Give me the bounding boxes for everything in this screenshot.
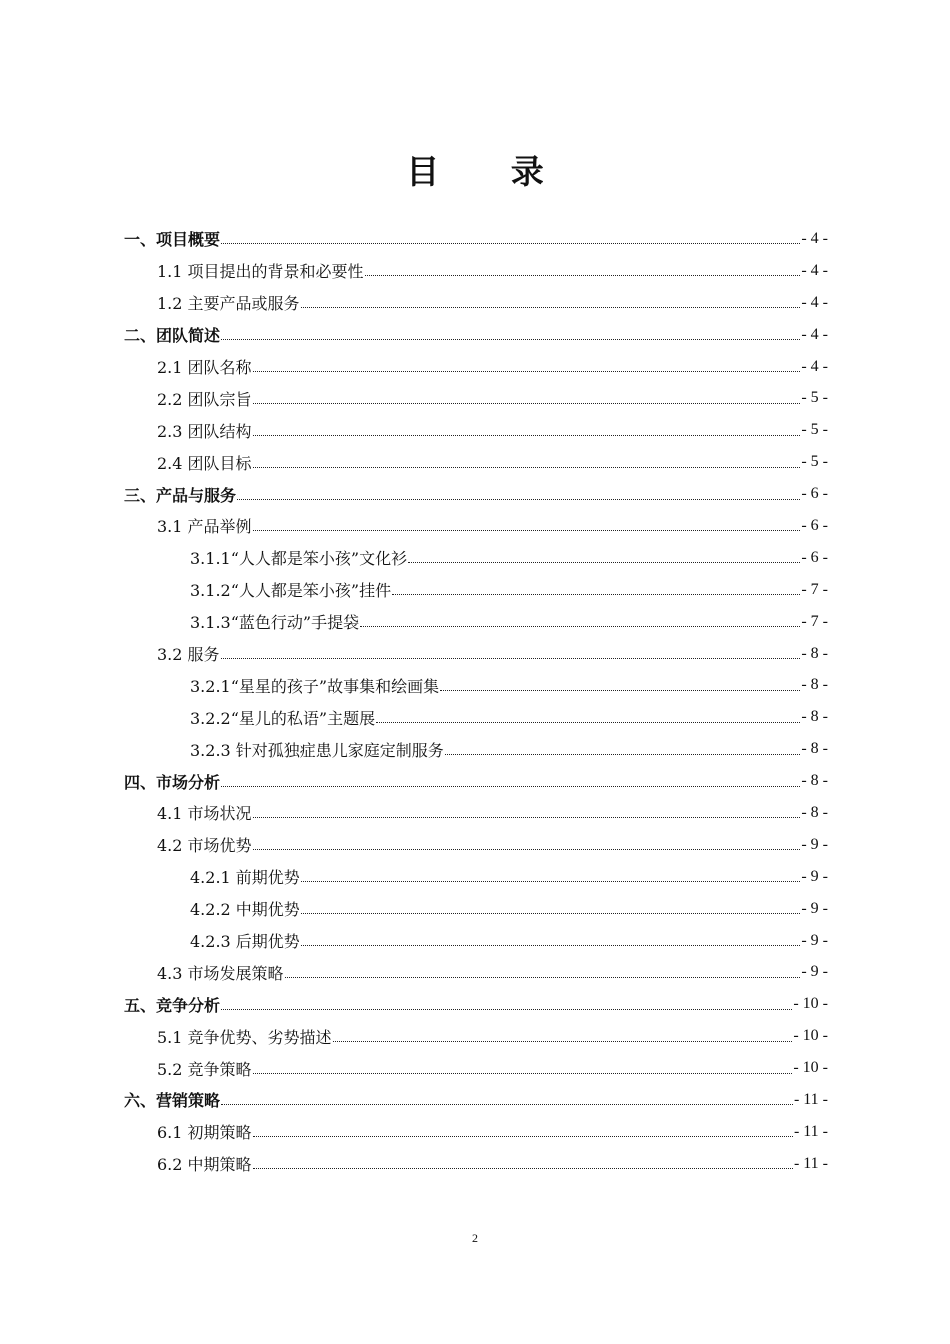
toc-dot-leader xyxy=(253,435,801,436)
toc-entry-page: - 9 - xyxy=(801,963,828,981)
toc-dot-leader xyxy=(376,722,800,723)
toc-entry[interactable] xyxy=(124,925,828,957)
toc-entry-page: - 9 - xyxy=(801,867,828,885)
toc-entry-label: 4.1 市场状况 xyxy=(157,804,252,824)
toc-entry-label: 1.1 项目提出的背景和必要性 xyxy=(157,262,364,282)
toc-entry-label: 3.2.2“星儿的私语”主题展 xyxy=(190,708,376,728)
toc-entry[interactable] xyxy=(124,669,828,701)
toc-entry[interactable] xyxy=(124,574,828,606)
toc-dot-leader xyxy=(301,945,801,946)
toc-dot-leader xyxy=(253,371,801,372)
toc-entry-label: 4.2 市场优势 xyxy=(157,836,252,856)
toc-entry[interactable] xyxy=(124,893,828,925)
toc-entry-label: 5.2 竞争策略 xyxy=(157,1059,252,1079)
toc-entry-page: - 4 - xyxy=(801,261,828,279)
toc-entry-label: 3.1.3“蓝色行动”手提袋 xyxy=(190,613,360,633)
toc-dot-leader xyxy=(237,499,800,500)
toc-entry[interactable] xyxy=(124,606,828,638)
toc-entry-page: - 4 - xyxy=(801,293,828,311)
toc-entry-page: - 10 - xyxy=(793,1027,828,1045)
toc-entry-label: 3.1.1“人人都是笨小孩”文化衫 xyxy=(190,549,408,569)
toc-dot-leader xyxy=(221,786,800,787)
toc-entry[interactable] xyxy=(124,446,828,478)
toc-entry-page: - 6 - xyxy=(801,485,828,503)
toc-dot-leader xyxy=(253,530,801,531)
toc-dot-leader xyxy=(221,1104,793,1105)
toc-entry-page: - 6 - xyxy=(801,548,828,566)
toc-entry[interactable] xyxy=(124,733,828,765)
toc-entry-page: - 5 - xyxy=(801,453,828,471)
toc-dot-leader xyxy=(221,658,801,659)
toc-dot-leader xyxy=(253,467,801,468)
toc-entry-page: - 4 - xyxy=(801,325,828,343)
toc-dot-leader xyxy=(392,594,800,595)
toc-entry-page: - 6 - xyxy=(801,516,828,534)
toc-entry-page: - 9 - xyxy=(801,835,828,853)
toc-entry-label: 3.2 服务 xyxy=(157,645,220,665)
toc-entry-page: - 8 - xyxy=(801,644,828,662)
toc-entry-page: - 8 - xyxy=(801,740,828,758)
toc-entry-label: 五、竞争分析 xyxy=(124,995,221,1015)
toc-entry-label: 4.2.3 后期优势 xyxy=(190,932,300,952)
toc-entry-page: - 11 - xyxy=(793,1090,828,1108)
toc-entry[interactable] xyxy=(124,1020,828,1052)
toc-dot-leader xyxy=(253,1073,793,1074)
toc-entry[interactable] xyxy=(124,956,828,988)
toc-entry[interactable] xyxy=(124,638,828,670)
toc-entry[interactable] xyxy=(124,351,828,383)
table-of-contents xyxy=(124,223,828,1180)
toc-entry[interactable] xyxy=(124,765,828,797)
toc-entry-page: - 11 - xyxy=(793,1154,828,1172)
toc-entry-page: - 7 - xyxy=(801,612,828,630)
toc-entry-label: 3.2.3 针对孤独症患儿家庭定制服务 xyxy=(190,740,444,760)
toc-dot-leader xyxy=(333,1041,793,1042)
toc-entry[interactable] xyxy=(124,287,828,319)
toc-dot-leader xyxy=(445,754,801,755)
toc-entry[interactable] xyxy=(124,478,828,510)
toc-entry[interactable] xyxy=(124,829,828,861)
toc-dot-leader xyxy=(221,243,800,244)
toc-entry-page: - 9 - xyxy=(801,899,828,917)
toc-entry-page: - 9 - xyxy=(801,931,828,949)
toc-entry-page: - 10 - xyxy=(793,995,828,1013)
toc-entry-page: - 8 - xyxy=(801,708,828,726)
toc-dot-leader xyxy=(365,275,801,276)
toc-entry-label: 3.2.1“星星的孩子”故事集和绘画集 xyxy=(190,676,440,696)
toc-dot-leader xyxy=(360,626,800,627)
toc-dot-leader xyxy=(221,339,800,340)
toc-entry-page: - 8 - xyxy=(801,803,828,821)
page-title: 目 录 xyxy=(406,152,574,191)
toc-dot-leader xyxy=(253,1136,793,1137)
toc-dot-leader xyxy=(301,913,801,914)
toc-entry-label: 一、项目概要 xyxy=(124,230,221,250)
toc-entry[interactable] xyxy=(124,510,828,542)
toc-entry-page: - 5 - xyxy=(801,421,828,439)
toc-dot-leader xyxy=(253,817,801,818)
toc-entry-label: 2.3 团队结构 xyxy=(157,421,252,441)
toc-entry[interactable] xyxy=(124,255,828,287)
toc-entry[interactable] xyxy=(124,797,828,829)
toc-entry[interactable] xyxy=(124,319,828,351)
toc-entry-label: 四、市场分析 xyxy=(124,772,221,792)
toc-entry[interactable] xyxy=(124,701,828,733)
page-number: 2 xyxy=(472,1231,478,1245)
toc-entry[interactable] xyxy=(124,1052,828,1084)
toc-entry[interactable] xyxy=(124,1084,828,1116)
toc-dot-leader xyxy=(440,690,800,691)
toc-entry-page: - 11 - xyxy=(793,1122,828,1140)
toc-dot-leader xyxy=(285,977,801,978)
toc-dot-leader xyxy=(221,1009,792,1010)
toc-entry-label: 4.3 市场发展策略 xyxy=(157,963,284,983)
toc-entry-page: - 5 - xyxy=(801,389,828,407)
toc-entry[interactable] xyxy=(124,542,828,574)
toc-entry-label: 3.1 产品举例 xyxy=(157,517,252,537)
toc-entry[interactable] xyxy=(124,414,828,446)
toc-entry-label: 二、团队简述 xyxy=(124,326,221,346)
toc-entry-label: 六、营销策略 xyxy=(124,1091,221,1111)
toc-entry-label: 5.1 竞争优势、劣势描述 xyxy=(157,1027,332,1047)
toc-entry-page: - 7 - xyxy=(801,580,828,598)
toc-entry-label: 2.1 团队名称 xyxy=(157,358,252,377)
toc-entry-label: 4.2.1 前期优势 xyxy=(190,868,300,888)
toc-dot-leader xyxy=(301,881,801,882)
toc-dot-leader xyxy=(253,849,801,850)
toc-entry[interactable] xyxy=(124,1148,828,1180)
toc-entry-label: 2.2 团队宗旨 xyxy=(157,389,252,409)
toc-entry[interactable] xyxy=(124,1116,828,1148)
toc-entry-label: 6.2 中期策略 xyxy=(157,1155,252,1175)
toc-entry-label: 2.4 团队目标 xyxy=(157,453,252,473)
toc-dot-leader xyxy=(408,562,800,563)
toc-entry-label: 3.1.2“人人都是笨小孩”挂件 xyxy=(190,581,392,601)
toc-entry-page: - 4 - xyxy=(801,229,828,247)
toc-entry-label: 4.2.2 中期优势 xyxy=(190,900,300,920)
toc-entry-page: - 8 - xyxy=(801,772,828,790)
toc-entry-page: - 8 - xyxy=(801,676,828,694)
toc-dot-leader xyxy=(253,403,801,404)
toc-entry-page: - 10 - xyxy=(793,1059,828,1077)
toc-entry-label: 三、产品与服务 xyxy=(124,485,237,505)
toc-entry[interactable] xyxy=(124,223,828,255)
toc-entry-label: 6.1 初期策略 xyxy=(157,1123,252,1143)
toc-entry-page: - 4 - xyxy=(801,357,828,375)
toc-entry[interactable] xyxy=(124,988,828,1020)
toc-dot-leader xyxy=(301,307,801,308)
toc-entry-label: 1.2 主要产品或服务 xyxy=(157,294,300,314)
toc-entry[interactable] xyxy=(124,861,828,893)
toc-entry[interactable] xyxy=(124,382,828,414)
toc-dot-leader xyxy=(253,1168,793,1169)
